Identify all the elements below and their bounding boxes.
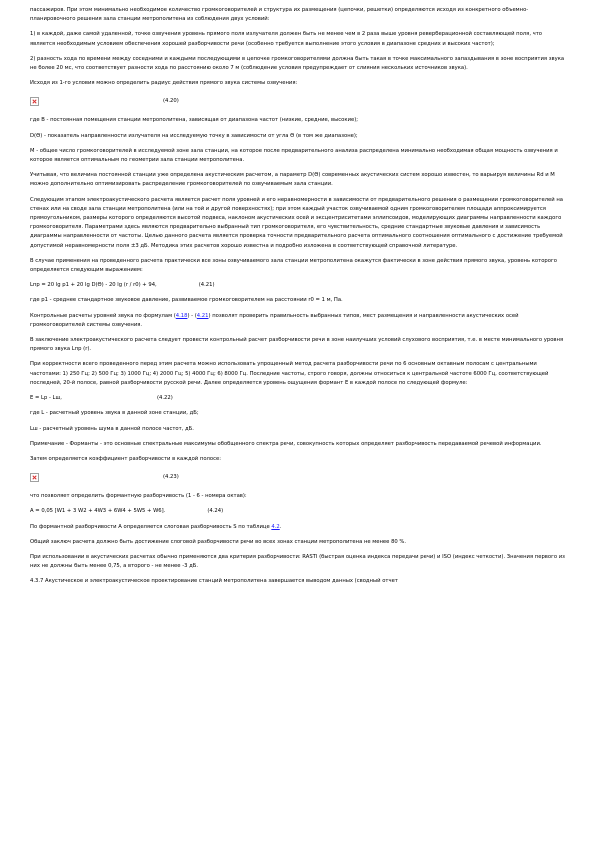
- paragraph: Общий заключ расчета должно быть достижение слоговой разборчивости речи во всех зонах станции метрополитена не менее 80 %.: [30, 538, 407, 545]
- paragraph: Затем определяется коэффициент разборчивости в каждой полосе:: [30, 455, 221, 462]
- equation-number: (4.21): [198, 282, 215, 289]
- paragraph: При корректности всего проведенного перед этим расчета можно использовать упрощенный метод расчета разборчивости речи по 6 основным октавным полосам с центральными частотами: 1) 250 Гц; 2) 500 Гц; 3) 1000 Гц; 4) 2000 Гц; 5) 4000 Гц; 6) 8000 Гц. Последние частоты, строго говоря, должны относиться к центральной частоте 6000 Гц, соответствующей последней, 20-й полосе, равной разборчивости русской речи. Далее определяется уровень ощущения формант E в каждой полосе по следующей формуле:: [30, 361, 549, 386]
- paragraph: Примечание - Форманты - это основные спектральные максимумы обобщенного спектра речи, совокупность которых определяет разборчивость передаваемой речевой информации.: [30, 440, 542, 447]
- formula-4-23: [30, 468, 565, 486]
- text-run: Контрольные расчеты уровней звука по формулам (: [30, 312, 176, 319]
- paragraph: [30, 523, 565, 532]
- paragraph: Учитывая, что величина постоянной станции уже определена акустическим расчетом, а параметр D(Θ) современных акустических систем хорошо известен, то варьируя величины Rd и M можно дополнительно оптимизировать распределение громкоговорителей по озвучиваемым зала станции.: [30, 172, 555, 188]
- paragraph: 4.3.7 Акустическое и электроакустическое проектирование станций метрополитена завершается выводом данных (сводный отчет: [30, 578, 398, 585]
- document-page: [30, 6, 565, 587]
- equation-text: A = 0,05 [W1 + 3 W2 + 4W3 + 6W4 + 5W5 + W6].: [30, 508, 166, 515]
- paragraph: В заключение электроакустического расчета следует провести контрольный расчет разборчивости речи в зоне наилучших условий слухового восприятия, т.е. в месте минимального уровня прямого звука Lпр (r).: [30, 337, 564, 353]
- broken-image-icon: [30, 473, 39, 482]
- equation-number: (4.23): [163, 473, 179, 480]
- paragraph: Следующим этапом электроакустического расчета является расчет поля уровней и его неравномерности в зависимости от предварительного решения о размещении громкоговорителей на стенах или на своде зала станции метрополитена (или на той и другой поверхностях); при этом каждый участок озвучиваемой одним громкоговорителем площади аппроксимируется прямоугольником, размеры которого определяются высотой подвеса, наклоном акустических осей и эксцентриситетами эллипсоидов, моделирующих диаграммы направленности каждого громкоговорителя. Параметрами здесь являются предварительно выбранный тип громкоговорителя, его чувствительность, средние стандартные звуковые давления и зависимость диаграммы направленности от частоты. Целью данного расчета является проверка точности предварительного расчета оптимального соотношения оптимального с достижение требуемой допустимой неравномерности поля ±3 дБ. Методика этих расчетов хорошо известна и подробно изложена в соответствующей справочной литературе.: [30, 196, 564, 249]
- formula-4-21: [30, 281, 565, 290]
- paragraph: При использовании в акустических расчетах обычно применяются два критерия разборчивости: RASTI (быстрая оценка индекса передачи речи) и ISO (индекс четкости). Значения первого из них не должны быть менее 0,75, а второго - не менее -3 дБ.: [30, 553, 565, 570]
- text-run: По формантной разборчивости A определяется слоговая разборчивость S по таблице: [30, 523, 272, 530]
- paragraph: пассажиров. При этом минимально необходимое количество громкоговорителей и структура их размещения (цепочки, решетки) определяются исходя из конкретного объемно-планировочного решения зала станции метрополитена из соблюдения двух условий:: [30, 7, 529, 23]
- formula-4-24: [30, 507, 565, 516]
- paragraph: В случае применения на проведенного расчета практически все зоны озвучиваемого зала станции метрополитена окажутся фактически в зоне действия прямого звука, уровень которого определяется следующим выражением:: [30, 257, 557, 274]
- formula-link-4-18[interactable]: 4.18: [175, 312, 188, 319]
- paragraph: Lш - расчетный уровень шума в данной полосе частот, дБ.: [30, 425, 194, 432]
- paragraph: 2) разность хода по времени между соседними и каждыми последующими в цепочке громкоговорителями должна быть такая в точке максимального запаздывания в зоне восприятия звука не более 20 мс, что соответствует разности хода по расстоянию около 7 м (соблюдение условия предупреждает от слияния нескольких источников звука).: [30, 55, 565, 72]
- paragraph: где p1 - среднее стандартное звуковое давление, развиваемое громкоговорителем на расстоянии r0 = 1 м, Па.: [30, 297, 343, 304]
- text-run: .: [279, 523, 282, 530]
- broken-image-icon: [30, 97, 39, 106]
- formula-4-20: [30, 92, 565, 110]
- paragraph: где B - постоянная помещения станции метрополитена, зависящая от диапазона частот (низкие, средние, высокие);: [30, 117, 359, 124]
- paragraph: что позволяет определить формантную разборчивость (1 - 6 - номера октав):: [30, 493, 247, 500]
- paragraph: Исходя из 1-го условия можно определить радиус действия прямого звука системы озвучения:: [30, 80, 298, 87]
- paragraph: [30, 312, 565, 330]
- formula-4-22: [30, 394, 565, 403]
- equation-text: Lпр = 20 lg p1 + 20 lg D(Θ) - 20 lg (r / r0) + 94,: [30, 282, 157, 289]
- formula-link-4-21[interactable]: 4.21: [196, 312, 209, 319]
- equation-text: E = Lр - Lш,: [30, 395, 62, 402]
- equation-number: (4.20): [163, 97, 179, 104]
- text-run: ) - (: [187, 312, 197, 319]
- paragraph: где L - расчетный уровень звука в данной зоне станции, дБ;: [30, 410, 199, 417]
- paragraph: D(Θ) - показатель направленности излучателя на исследуемую точку в зависимости от угла Θ (в том же диапазоне);: [30, 132, 358, 139]
- equation-number: (4.24): [207, 508, 224, 515]
- paragraph: M - общее число громкоговорителей в исследуемой зоне зала станции, на которое после предварительного анализа распределена минимально необходимая общая мощность озвучения и которое является оптимальным по геометрии зала станции метрополитена.: [30, 147, 558, 164]
- text-run: ) позволят проверить правильность выбранных типов, мест размещения и направленности акустических осей громкоговорителей системы озвучения.: [30, 312, 519, 328]
- table-link-4-2[interactable]: 4.2: [271, 523, 280, 530]
- equation-number: (4.22): [156, 395, 173, 402]
- paragraph: 1) в каждой, даже самой удаленной, точке озвучения уровень прямого поля излучателя должен быть не менее чем в 2 раза выше уровня реверберационной составляющей поля, что является необходимым условием обеспечения хорошей разборчивости речи (особенно требуется выполнение этого условия в диапазоне средних и высоких частот);: [30, 31, 543, 47]
